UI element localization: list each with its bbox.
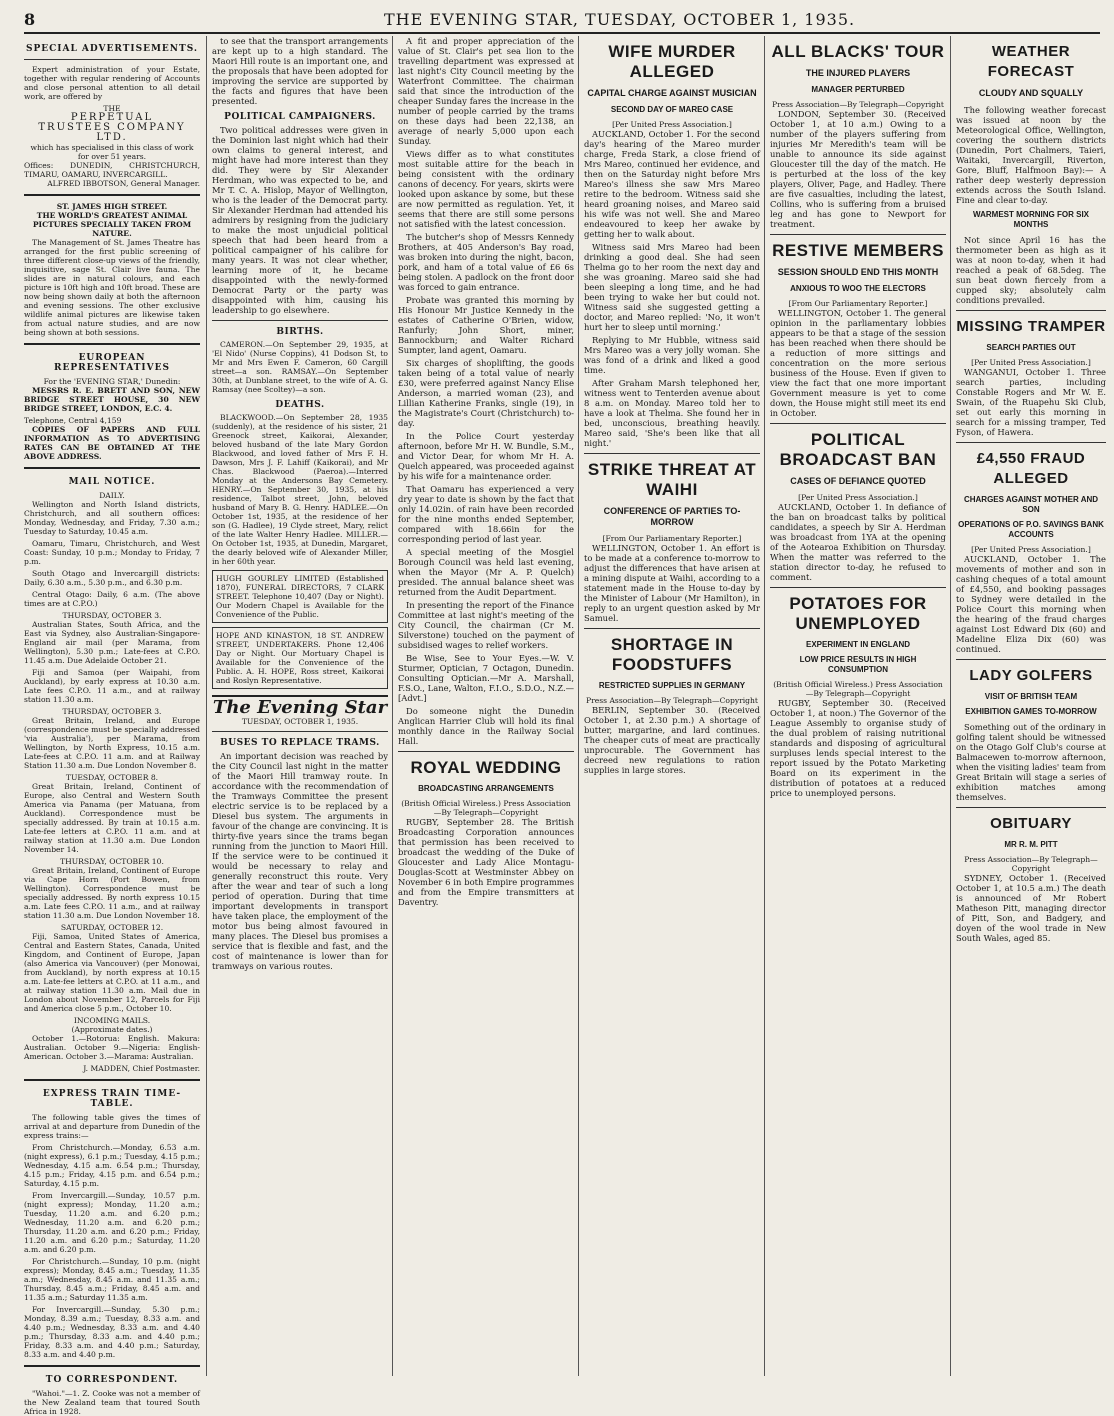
body-text: WANGANUI, October 1. Three search parties, including Constable Rogers and Mr W. E. Swain, of the Ruapehu Ski Club, set out early this morning in search for a missing tramper, Ted Fyson, of Hawera.	[956, 367, 1106, 437]
source-line: [Per United Press Association.]	[798, 493, 918, 502]
source-line: Press Association—By Telegraph—Copyright	[586, 696, 758, 705]
ad-text: MESSRS R. E. BRETT AND SON, NEW BRIDGE STREET HOUSE, 30 NEW BRIDGE STREET, LONDON, E.C. 4.	[24, 386, 200, 413]
article-subheadline: OPERATIONS OF P.O. SAVINGS BANK ACCOUNTS	[958, 520, 1104, 539]
body-text: AUCKLAND, October 1. The movements of mother and son in cashing cheques of a total amount of £4,550, and booking passages to Sydney were detailed in the Police Court this morning when the hearing of the fraud charges against Lost Edward Dix (60) and Madeline Eliza Dix (60) was continued.	[956, 554, 1106, 654]
body-text: RUGBY, September 28. The British Broadcasting Corporation announces that permission has been received to broadcast the wedding of the Duke of Gloucester and Lady Alice Montagu-Douglas-Scott at Westminster Abbey on November 6 in both Empire programmes and from the Empire transmitters at Daventry.	[398, 817, 574, 907]
ad-text: THE	[103, 104, 121, 113]
divider	[956, 442, 1106, 443]
divider	[212, 731, 388, 732]
body-text: Fiji, Samoa, United States of America, Central and Eastern States, Canada, United Kingdom, and Continent of Europe, Japan (also America via Vancouver) (per Monowai, from Auckland), by north express at 10.15 a.m. Late-fee letters at C.P.O. at 11 a.m., and at railway station 11.30 a.m. Mail due in London about November 12, Parcels for Fiji and America close 5 p.m., October 10.	[24, 932, 200, 1013]
article-headline: WIFE MURDER ALLEGED	[608, 42, 736, 81]
article-headline: £4,550 FRAUD ALLEGED	[976, 450, 1086, 487]
body-text: In presenting the report of the Finance Committee at last night's meeting of the City Council, the chairman (Cr M. Silverstone) touched on the payment of subsidised wages to relief workers.	[398, 600, 574, 650]
ad-heading: ST. JAMES HIGH STREET.	[56, 202, 168, 211]
article-subheadline: EXPERIMENT IN ENGLAND	[805, 640, 910, 649]
masthead-date: TUESDAY, OCTOBER 1, 1935.	[241, 717, 359, 726]
body-text: Great Britain, Ireland, Continent of Europe via Cape Horn (Port Bowen, from Wellington). Correspondence must be specially addressed. By north express 10.15 a.m. Late fees C.P.O. 11 a.m., and at railway station 11.30 a.m. Due London November 18.	[24, 866, 200, 920]
article-subheadline: CONFERENCE OF PARTIES TO-MORROW	[603, 506, 741, 527]
article-subheadline: CHARGES AGAINST MOTHER AND SON	[963, 495, 1099, 514]
divider	[24, 467, 200, 469]
body-text: BLACKWOOD.—On September 28, 1935 (suddenly), at the residence of his sister, 21 Greenock street, Kaikorai, Alexander, beloved husband of the late Mary Gordon Blackwood, and loved father of Mrs F. H. Dawson, Mrs J. F. Lahiff (Kaikorai), and Mr Chas. Blackwood (Paeroa).—Interred Monday at the Andersons Bay Cemetery. HENRY.—On September 30, 1935, at his residence, Talbot street, John, beloved husband of Mary B. G. Henry. HADLEE.—On October 1st, 1935, at the residence of her son (G. Hadlee), 19 Clyde street, Mary, relict of the late Walter Henry Hadlee. MILLER.—On October 1st, 1935, at Dunedin, Margaret, the dearly beloved wife of Alexander Miller, in her 60th year.	[212, 413, 388, 566]
article-subheadline: THE INJURED PLAYERS	[805, 68, 911, 78]
article-subheadline: BROADCASTING ARRANGEMENTS	[418, 784, 554, 793]
article-headline: POTATOES FOR UNEMPLOYED	[789, 594, 927, 633]
body-text: Six charges of shoplifting, the goods taken being of a total value of nearly £30, were preferred against Nancy Elise Anderson, a married woman (23), and Lillian Katherine Franks, single (19), in the Magistrate's Court (Christchurch) to-day.	[398, 358, 574, 428]
body-text: Not since April 16 has the thermometer been as high as it was at noon to-day, when it had reached a peak of 68.5deg. The sun beat down fiercely from a cupped sky; absolutely calm conditions prevailed.	[956, 235, 1106, 305]
body-text: Replying to Mr Hubble, witness said Mrs Mareo was a very jolly woman. She was fond of a drink and liked a good time.	[584, 335, 760, 375]
article-subheadline: CAPITAL CHARGE AGAINST MUSICIAN	[587, 88, 757, 98]
body-text: to see that the transport arrangements are kept up to a high standard. The Maori Hill route is an important one, and the proposals that have been adopted for improving the service are supported by the facts and figures that have been presented.	[212, 36, 388, 106]
article-headline: LADY GOLFERS	[969, 667, 1093, 684]
body-text: AUCKLAND, October 1. For the second day's hearing of the Mareo murder charge, Freda Stark, a close friend of Mrs Mareo, continued her evidence, and then on the Saturday night before Mrs Mareo's illness she saw Mrs Mareo retire to the bedroom. Witness said she heard groaning noises, and Mareo said his wife was not well. She and Mareo endeavoured to keep her awake by getting her to walk about.	[584, 129, 760, 239]
body-text: Witness said Mrs Mareo had been drinking a good deal. She had seen Thelma go to her room the next day and she was groaning. Mareo said she had been sleeping a long time, and he had been trying to wake her but could not. Witness said she suggested getting a doctor, and Mareo replied: 'No, it won't hurt her to sleep until morning.'	[584, 242, 760, 332]
body-text: For Christchurch.—Sunday, 10 p.m. (night express); Monday, 8.45 a.m.; Tuesday, 11.35 a.m.; Wednesday, 8.45 a.m. and 11.35 a.m.; Thursday, 8.45 a.m.; Friday, 8.45 a.m. and 11.35 a.m.; Saturday 11.35 a.m.	[24, 1257, 200, 1302]
subheading: THURSDAY, OCTOBER 3.	[62, 611, 162, 620]
article-headline: SHORTAGE IN FOODSTUFFS	[610, 635, 734, 674]
divider	[24, 1079, 200, 1081]
article-subheadline: EXHIBITION GAMES TO-MORROW	[965, 707, 1097, 716]
source-line: (British Official Wireless.) Press Association—By Telegraph—Copyright	[401, 799, 571, 817]
body-text: That Oamaru has experienced a very dry year to date is shown by the fact that only 14.02in. of rain have been recorded for the nine months ended September, compared with 18.66in for the corresponding period of last year.	[398, 484, 574, 544]
body-text: AUCKLAND, October 1. In defiance of the ban on broadcast talks by political candidates, a speech by Sir A. Herdman was broadcast from 1YA at the opening of the Aotearoa Exhibition on Thursday. When the matter was referred to the station director to-day, he refused to comment.	[770, 502, 946, 582]
body-text: A special meeting of the Mosgiel Borough Council was held last evening, when the Mayor (Mr A. P. Quelch) presided. The annual balance sheet was returned from the Audit Department.	[398, 547, 574, 597]
body-text: WELLINGTON, October 1. The general opinion in the parliamentary lobbies appears to be that a stage of the session has been reached when there should be a reduction of more sittings and concentration on the more serious business of the House. Even if given to view the fact that one more important Government measure is yet to come down, the House might still meet its end in October.	[770, 308, 946, 418]
source-line: [From Our Parliamentary Reporter.]	[788, 299, 928, 308]
article-headline: BUSES TO REPLACE TRAMS.	[220, 738, 380, 748]
column-rule	[392, 36, 393, 1376]
column-rule	[206, 36, 207, 1376]
body-text: BERLIN, September 30. (Received October 1, at 2.30 p.m.) A shortage of butter, margarine, and lard continues. The cheaper cuts of meat are practically unprocurable. The Government has decreed new regulations to ration supplies in large stores.	[584, 705, 760, 775]
ad-text: HOPE AND KINASTON, 18 ST. ANDREW STREET, UNDERTAKERS. Phone 12,406 Day or Night. Our Mortuary Chapel is Available for the Convenience of the Public. A. H. HOPE, Ross street, Kaikorai and Roslyn Representative.	[216, 631, 384, 685]
body-text: Something out of the ordinary in golfing talent should be witnessed on the Otago Golf Club's course at Balmacewen to-morrow afternoon, when the visiting ladies' team from Great Britain will stage a series of exhibition matches among themselves.	[956, 722, 1106, 802]
body-text: South Otago and Invercargill districts: Daily, 6.30 a.m., 5.30 p.m., and 6.30 p.m.	[24, 569, 200, 587]
ad-text: The Management of St. James Theatre has arranged for the first public screening of three different close-up views of the friendly, inquisitive, sage St. Clair live fauna. The slides are in natural colours, and each picture is 10ft high and 10ft broad. These are now being shown daily at both the afternoon and evening sessions. The other exclusive wildlife animal pictures are likewise taken from actual nature studies, and are now being shown at both sessions.	[24, 238, 201, 337]
body-text: From Invercargill.—Sunday, 10.57 p.m. (night express); Monday, 11.20 a.m.; Tuesday, 11.20 a.m. and 6.20 p.m.; Wednesday, 11.20 a.m. and 6.20 p.m.; Thursday, 11.20 a.m. and 6.20 p.m.; Friday, 11.20 a.m. and 6.20 p.m.; Saturday, 11.20 a.m. and 6.20 p.m.	[24, 1191, 200, 1254]
body-text: In the Police Court yesterday afternoon, before Mr H. W. Bundle, S.M., and Victor Dear, for whom Mr H. A. Quelch appeared, was proceeded against by his wife for a maintenance order.	[398, 431, 574, 481]
divider	[770, 423, 946, 424]
body-text: Two political addresses were given in the Dominion last night which had their own claims to general interest, and might have had more interest than they did. They were by Sir Alexander Herdman, who was expected to be, and Mr T. C. A. Hislop, Mayor of Wellington, who is the leader of the Democrat party. Sir Alexander Herdman had attended his admirers by resigning from the judiciary to make the most unjudicial political speech that had been heard from a political campaigner of his calibre for many years. It was not clear whether, learning more of it, he became disappointed with the newly-formed Democrat Party or the party was disappointed with him, causing his leadership to go elsewhere.	[212, 125, 388, 315]
divider	[398, 751, 574, 752]
article-subheadline: ANXIOUS TO WOO THE ELECTORS	[790, 284, 926, 293]
body-text: RUGBY, September 30. (Received October 1, at noon.) The Governor of the League Assembly to organise study of the dual problem of raising nutritional standards and disposing of agricultural surpluses lends special interest to the report issued by the Potato Marketing Board on its experiment in the distribution of potatoes at a reduced price to unemployed persons.	[770, 698, 946, 798]
body-text: October 1.—Rotorua: English. Makura: Australian. October 9.—Nigeria: English-American. October 3.—Marama: Australian.	[24, 1034, 200, 1061]
source-line: Press Association—By Telegraph—Copyright	[772, 100, 944, 109]
ad-text: COPIES OF PAPERS AND FULL INFORMATION AS TO ADVERTISING RATES CAN BE OBTAINED AT THE ABOVE ADDRESS.	[24, 425, 200, 461]
article-headline: POLITICAL CAMPAIGNERS.	[224, 112, 376, 122]
section-title: MAIL NOTICE.	[68, 477, 156, 487]
article-subheadline: WARMEST MORNING FOR SIX MONTHS	[973, 210, 1089, 229]
column-4	[584, 36, 760, 1376]
body-text: Probate was granted this morning by His Honour Mr Justice Kennedy in the estates of Catherine O'Brien, widow, Ranfurly; John Short, miner, Bannockburn; and Walter Richard Sumpter, land agent, Oamaru.	[398, 295, 574, 355]
body-text: WELLINGTON, October 1. An effort is to be made at a conference to-morrow to adjust the differences that have arisen at a mining dispute at Waihi, according to a statement made in the House to-day by the Minister of Labour (Mr Hamilton), in reply to an urgent question asked by Mr Samuel.	[584, 543, 760, 623]
body-text: Views differ as to what constitutes most suitable attire for the beach in being consistent with the ordinary canons of decency. For years, skirts were looked upon askance by some, but these are now permitted as regulation. Yet, it seems that there are still some persons not satisfied with the latest concession.	[398, 149, 574, 229]
company-name: TRUSTEES COMPANY LTD.	[38, 122, 186, 143]
column-3	[398, 36, 574, 1376]
divider	[770, 234, 946, 235]
company-name: PERPETUAL	[70, 112, 154, 123]
section-title: TO CORRESPONDENT.	[45, 1375, 179, 1385]
body-text: An important decision was reached by the City Council last night in the matter of the Maori Hill tramway route. In accordance with the recommendation of the Tramways Committee the present electric service is to be replaced by a Diesel bus system. The arguments in favour of the change are convincing. It is thirty-five years since the trams began running from the junction to Maori Hill. If the service were to be continued it would be necessary to relay and generally reconstruct this route. Very after the wear and tear of such a long period of operation. During that time important developments in transport have taken place, the employment of the motor bus being almost favoured in many places. The Diesel bus promises a service that is flexible and fast, and the cost of maintenance is lower than for tramways on various routes.	[212, 751, 388, 971]
article-headline: STRIKE THREAT AT WAIHI	[587, 460, 757, 499]
body-text: The following table gives the times of arrival at and departure from Dunedin of the express trains:—	[24, 1113, 200, 1140]
signature: J. MADDEN, Chief Postmaster.	[83, 1064, 200, 1073]
article-headline: OBITUARY	[990, 815, 1072, 832]
subheading: THURSDAY, OCTOBER 3.	[62, 707, 162, 716]
source-line: Press Association—By Telegraph—Copyright	[964, 855, 1098, 873]
article-subheadline: SESSION SHOULD END THIS MONTH	[777, 267, 939, 277]
newspaper-title: THE EVENING STAR, TUESDAY, OCTOBER 1, 1935.	[384, 10, 856, 29]
page-header	[24, 10, 1100, 34]
body-text: Great Britain, Ireland, and Europe (correspondence must be specially addressed 'via Australia'), per Marama, from Wellington, by North Express, 10.15 a.m. Late-fees at C.P.O. 11 a.m. and at Railway Station 11.30 a.m. Due London November 8.	[24, 716, 200, 770]
column-rule	[578, 36, 579, 1376]
article-subheadline: SEARCH PARTIES OUT	[986, 343, 1076, 352]
divider	[584, 453, 760, 454]
body-text: Wellington and North Island districts, Christchurch, and all southern offices: Monday, Wednesday, and Friday, 7.30 a.m.; Tuesday to Saturday, 10.45 a.m.	[24, 500, 200, 536]
column-6	[956, 36, 1106, 1376]
article-headline: POLITICAL BROADCAST BAN	[779, 430, 937, 469]
body-text: Central Otago: Daily, 6 a.m. (The above times are at C.P.O.)	[24, 590, 200, 608]
body-text: CAMERON.—On September 29, 1935, at 'El Nido' (Nurse Coppins), 41 Dodson St, to Mr and Mrs Ewen F. Cameron, 60 Cargill street—a son. RAMSAY.—On September 30th, at Dunblane street, to the wife of A. G. Ramsay (nee Scoltey)—a son.	[212, 340, 388, 394]
article-subheadline: CLOUDY AND SQUALLY	[978, 88, 1084, 98]
subheading: (Approximate dates.)	[71, 1025, 153, 1034]
body-text: Be Wise, See to Your Eyes.—W. V. Sturmer, Optician, 7 Octagon, Dunedin. Consulting Optician.—Mr A. Marshall, F.S.O., Lane, Walton, F.I.O., S.D.O., N.Z.—[Advt.]	[398, 653, 574, 703]
article-subheadline: MANAGER PERTURBED	[811, 85, 905, 94]
ad-text: For the 'EVENING STAR,' Dunedin:	[43, 377, 181, 386]
source-line: [Per United Press Association.]	[612, 120, 732, 129]
article-subheadline: VISIT OF BRITISH TEAM	[984, 692, 1078, 701]
subheading: TUESDAY, OCTOBER 8.	[65, 773, 159, 782]
masthead: The Evening Star	[212, 697, 388, 718]
body-text: For Invercargill.—Sunday, 5.30 p.m.; Monday, 8.39 a.m.; Tuesday, 8.33 a.m. and 4.40 p.m.; Wednesday, 8.33 a.m. and 4.40 p.m.; Thursday, 8.33 a.m. and 4.40 p.m.; Friday, 8.33 a.m. and 4.40 p.m.; Saturday, 8.33 a.m. and 4.40 p.m.	[24, 1305, 200, 1359]
source-line: [Per United Press Association.]	[971, 358, 1091, 367]
subheading: DAILY.	[99, 491, 125, 500]
section-title: DEATHS.	[275, 400, 325, 410]
divider	[24, 1365, 200, 1367]
ad-signature: ALFRED IBBOTSON, General Manager.	[47, 179, 200, 188]
body-text: Australian States, South Africa, and the East via Sydney, also Australian-Singapore-England air mail (per Marama, from Wellington), 5.30 p.m.; Late-fees at C.P.O. 11.45 a.m. Due Adelaide October 21.	[24, 620, 200, 665]
body-text: Great Britain, Ireland, Continent of Europe, also Central and Western South America via Panama (per Matuana, from Auckland). Correspondence must be specially addressed. By train at 10.15 a.m. Late-fee letters at C.P.O. 11 a.m. and at railway station at 11.30 a.m. Due London November 14.	[24, 782, 200, 854]
divider	[770, 587, 946, 588]
body-text: SYDNEY, October 1. (Received October 1, at 10.5 a.m.) The death is announced of Mr Robert Matheson Pitt, managing director of Pitt, Son, and Badgery, and doyen of the wool trade in New South Wales, aged 85.	[956, 873, 1106, 943]
source-line: (British Official Wireless.) Press Association—By Telegraph—Copyright	[773, 680, 943, 698]
article-headline: ROYAL WEDDING	[410, 758, 562, 777]
body-text: LONDON, September 30. (Received October 1, at 10 a.m.) Owing to a number of the players suffering from injuries Mr Meredith's team will be unable to announce its side against Gloucester till the day of the match. He is perturbed at the loss of the key players, Oliver, Page, and Hadley. There are five casualties, including the latest, Collins, who is suffering from a bruised leg and has gone to Newport for treatment.	[770, 109, 946, 229]
subheading: SATURDAY, OCTOBER 12.	[60, 923, 164, 932]
funeral-ad	[212, 627, 388, 689]
section-title: EUROPEAN REPRESENTATIVES	[54, 353, 170, 373]
ad-text: Offices: DUNEDIN, CHRISTCHURCH, TIMARU, OAMARU, INVERCARGILL.	[24, 161, 200, 179]
subheading: INCOMING MAILS.	[73, 1016, 151, 1025]
divider	[24, 194, 200, 196]
ad-heading: THE WORLD'S GREATEST ANIMAL PICTURES SPECIALLY TAKEN FROM NATURE.	[32, 211, 192, 238]
column-2	[212, 36, 388, 1376]
column-rule	[764, 36, 765, 1376]
divider	[24, 59, 200, 60]
ad-text: which has specialised in this class of work for over 51 years.	[30, 143, 194, 161]
article-headline: RESTIVE MEMBERS	[772, 241, 944, 260]
article-subheadline: CASES OF DEFIANCE QUOTED	[790, 476, 926, 486]
body-text: "Wahoi."—1. Z. Cooke was not a member of the New Zealand team that toured South Africa in 1928.	[24, 1389, 200, 1416]
body-text: From Christchurch.—Monday, 6.53 a.m. (night express), 6.1 p.m.; Tuesday, 4.15 p.m.; Wednesday, 4.15 a.m. 6.54 p.m.; Thursday, 4.15 p.m.; Friday, 4.15 p.m. and 6.54 p.m.; Saturday, 4.15 p.m.	[24, 1143, 200, 1188]
ad-text: HUGH GOURLEY LIMITED (Established 1870), FUNERAL DIRECTORS, 7 CLARK STREET. Telephone 10,407 (Day or Night). Our Modern Chapel is Available for the Convenience of the Public.	[216, 574, 384, 619]
divider	[956, 310, 1106, 311]
article-subheadline: MR R. M. PITT	[1004, 840, 1058, 849]
body-text: Fiji and Samoa (per Waipahi, from Auckland), by early express at 10.30 a.m. Late fees C.P.O. 11 a.m., and at railway station 11.30 a.m.	[24, 668, 200, 704]
funeral-ad	[212, 570, 388, 623]
divider	[212, 320, 388, 321]
section-title: EXPRESS TRAIN TIME-TABLE.	[42, 1089, 182, 1109]
article-headline: ALL BLACKS' TOUR	[771, 42, 945, 61]
column-5	[770, 36, 946, 1376]
body-text: Do someone night the Dunedin Anglican Harrier Club will hold its final monthly dance in the Railway Social Hall.	[398, 706, 574, 746]
page-number: 8	[24, 10, 36, 29]
column-1	[24, 36, 201, 1416]
section-title: SPECIAL ADVERTISEMENTS.	[25, 44, 199, 54]
article-headline: WEATHER FORECAST	[987, 43, 1075, 80]
subheading: THURSDAY, OCTOBER 10.	[60, 857, 164, 866]
ad-text: Expert administration of your Estate, together with regular rendering of Accounts and close personal attention to all detail work, are offered by	[24, 65, 200, 101]
article-subheadline: LOW PRICE RESULTS IN HIGH CONSUMPTION	[799, 655, 917, 674]
column-rule	[950, 36, 951, 1376]
section-title: BIRTHS.	[276, 327, 324, 337]
body-text: The following weather forecast was issued at noon by the Meteorological Office, Wellington, covering the southern districts (Dunedin, Port Chalmers, Taieri, Waitaki, Invercargill, Riverton, Gore, Bluff, Halfmoon Bay):— A rather deep westerly depression extends across the South Island. Fine and clear to-day.	[956, 105, 1106, 205]
article-headline: MISSING TRAMPER	[956, 318, 1106, 335]
ad-text: Telephone, Central 4,159	[24, 416, 122, 425]
divider	[584, 628, 760, 629]
article-subheadline: SECOND DAY OF MAREO CASE	[610, 105, 734, 114]
source-line: [Per United Press Association.]	[971, 545, 1091, 554]
divider	[956, 659, 1106, 660]
divider	[956, 807, 1106, 808]
source-line: [From Our Parliamentary Reporter.]	[602, 534, 742, 543]
article-subheadline: RESTRICTED SUPPLIES IN GERMANY	[598, 681, 746, 690]
divider	[24, 343, 200, 345]
body-text: Oamaru, Timaru, Christchurch, and West Coast: Sunday, 10 p.m.; Monday to Friday, 7 p.m.	[24, 539, 200, 566]
body-text: A fit and proper appreciation of the value of St. Clair's pet sea lion to the travelling department was expressed at last night's City Council meeting by the Waterfront Committee. The chairman said that since the introduction of the cheaper Sunday fares the increase in the number of people carried by the trams on these days had been 22,138, an average of nearly 5,000 upon each Sunday.	[398, 36, 574, 146]
body-text: The butcher's shop of Messrs Kennedy Brothers, at 405 Anderson's Bay road, was broken into during the night, bacon, pork, and ham of a total value of £6 6s being stolen. A padlock on the front door was forced to gain entrance.	[398, 232, 574, 292]
body-text: After Graham Marsh telephoned her, witness went to Tenterden avenue about 8 a.m. on Monday. Mareo told her to have a look at Thelma. She found her in bed, unconscious, breathing heavily. Mareo said, 'She's been like that all night.'	[584, 378, 760, 448]
